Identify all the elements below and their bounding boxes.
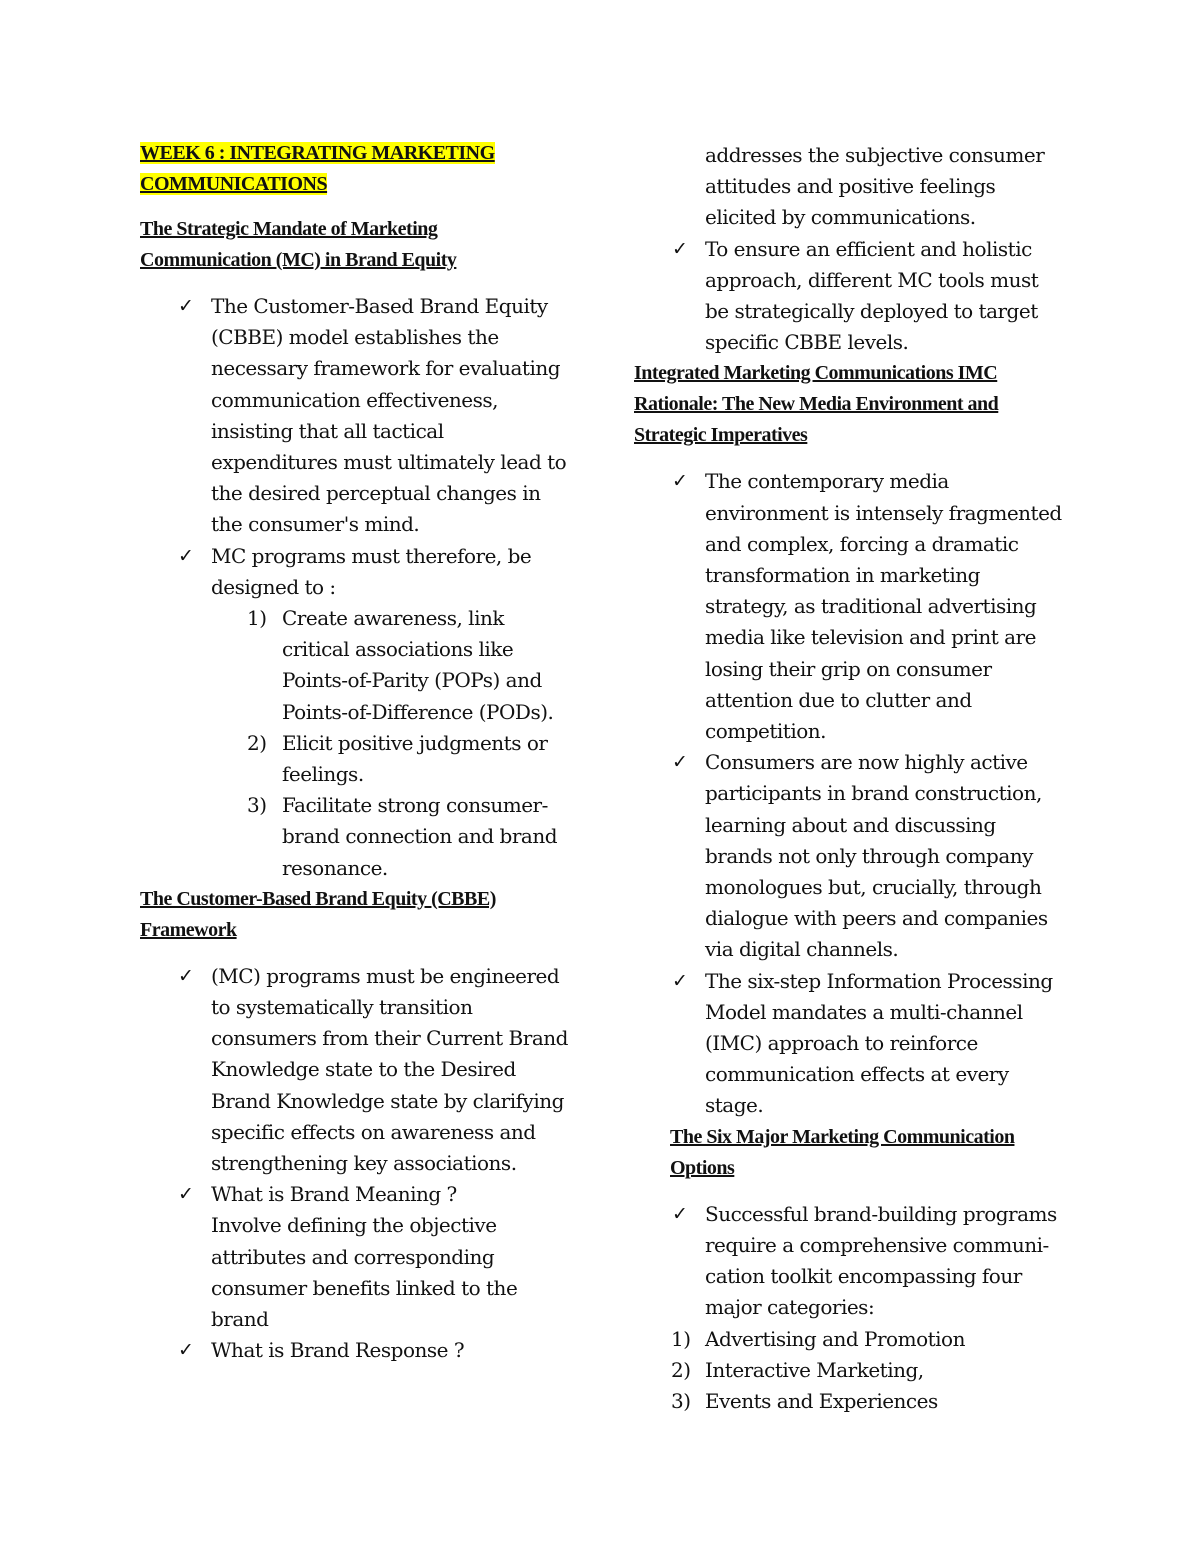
item-number: 2) [671,1357,691,1382]
bullet-question: What is Brand Meaning ? [211,1182,457,1207]
section-heading-six-options: The Six Major Marketing Communication Options [670,1125,1015,1179]
numbered-item [634,1386,1066,1417]
list-item [634,966,1066,1122]
check-icon: ✓ [178,1339,194,1362]
check-icon: ✓ [672,1202,688,1225]
section3-bullet-list [634,466,1066,1121]
item-number: 2) [247,730,267,755]
section4-numbered-list [634,1324,1066,1418]
item-text: Events and Experiences [705,1388,938,1413]
list-item [634,466,1066,747]
list-item [140,1335,570,1366]
bullet-text: Successful brand-building programs require a comprehensive communi-cation toolkit encompassing four major categories: [705,1201,1057,1320]
list-item [634,747,1066,965]
list-item [140,291,570,541]
section1-bullet-list [140,291,570,603]
numbered-item [634,1324,1066,1355]
bullet-text: To ensure an efficient and holistic approach, different MC tools must be strategically deployed to target specific CBBE levels. [705,236,1039,355]
check-icon: ✓ [178,1183,194,1206]
item-number: 3) [247,793,267,818]
list-item [634,1199,1066,1324]
section-heading-strategic-mandate: The Strategic Mandate of Marketing Communication (MC) in Brand Equity [140,218,457,271]
bullet-text: The contemporary media environment is intensely fragmented and complex, forcing a dramatic transformation in marketing strategy, as traditional advertising media like television and print are losing their grip on consumer attention due to clutter and competition. [705,469,1062,744]
numbered-item [140,728,570,790]
list-item [140,1179,570,1335]
bullet-answer: Involve defining the objective attributes and corresponding consumer benefits linked to the brand [211,1213,518,1332]
item-text: Facilitate strong consumer-brand connection and brand resonance. [282,793,558,880]
item-number: 3) [671,1388,691,1413]
right-column [634,140,1066,1417]
section2-bullet-list [140,961,570,1367]
bullet-question: What is Brand Response ? [211,1338,465,1363]
check-icon: ✓ [178,544,194,567]
numbered-item [634,1355,1066,1386]
bullet-text: (MC) programs must be engineered to systematically transition consumers from their Current Brand Knowledge state to the Desired Brand Knowledge state by clarifying specific effects on awareness and strengthening key associations. [211,963,568,1176]
item-text: Create awareness, link critical associations like Points-of-Parity (POPs) and Points-of-Difference (PODs). [282,606,554,724]
item-number: 1) [247,606,267,631]
item-text: Elicit positive judgments or feelings. [282,730,548,787]
check-icon: ✓ [672,237,688,260]
document-title [140,138,570,200]
check-icon: ✓ [178,964,194,987]
bullet-text: MC programs must therefore, be designed to : [211,543,532,599]
continued-text: addresses the subjective consumer attitudes and positive feelings elicited by communications. [705,143,1045,230]
bullet-text: The six-step Information Processing Model mandates a multi-channel (IMC) approach to reinforce communication effects at every stage. [705,968,1053,1118]
check-icon: ✓ [672,751,688,774]
list-item [140,541,570,603]
list-item [140,961,570,1179]
title-highlight: WEEK 6 : INTEGRATING MARKETING COMMUNICATIONS [140,142,495,195]
bullet-text: Consumers are now highly active participants in brand construction, learning about and discussing brands not only through company monologues but, crucially, through dialogue with peers and companies via digital channels. [705,750,1048,962]
section4-bullet-list [634,1199,1066,1324]
list-item [634,234,1066,359]
section-heading-cbbe-framework: The Customer-Based Brand Equity (CBBE) Framework [140,887,496,941]
section-heading-imc-rationale: Integrated Marketing Communications IMC Rationale: The New Media Environment and Strategic Imperatives [634,362,999,447]
check-icon: ✓ [178,295,194,317]
bullet-text: The Customer-Based Brand Equity (CBBE) model establishes the necessary framework for evaluating communication effectiveness, insisting that all tactical expenditures must ultimately lead to the desired perceptual changes in the consumer's mind. [211,294,567,537]
numbered-item [140,790,570,884]
section1-numbered-list [140,603,570,884]
check-icon: ✓ [672,470,688,493]
numbered-item [140,603,570,728]
item-text: Advertising and Promotion [705,1326,965,1351]
item-number: 1) [671,1326,691,1351]
check-icon: ✓ [672,969,688,992]
tools-bullet-list [634,234,1066,359]
item-text: Interactive Marketing, [705,1357,924,1382]
left-column [140,138,570,1367]
